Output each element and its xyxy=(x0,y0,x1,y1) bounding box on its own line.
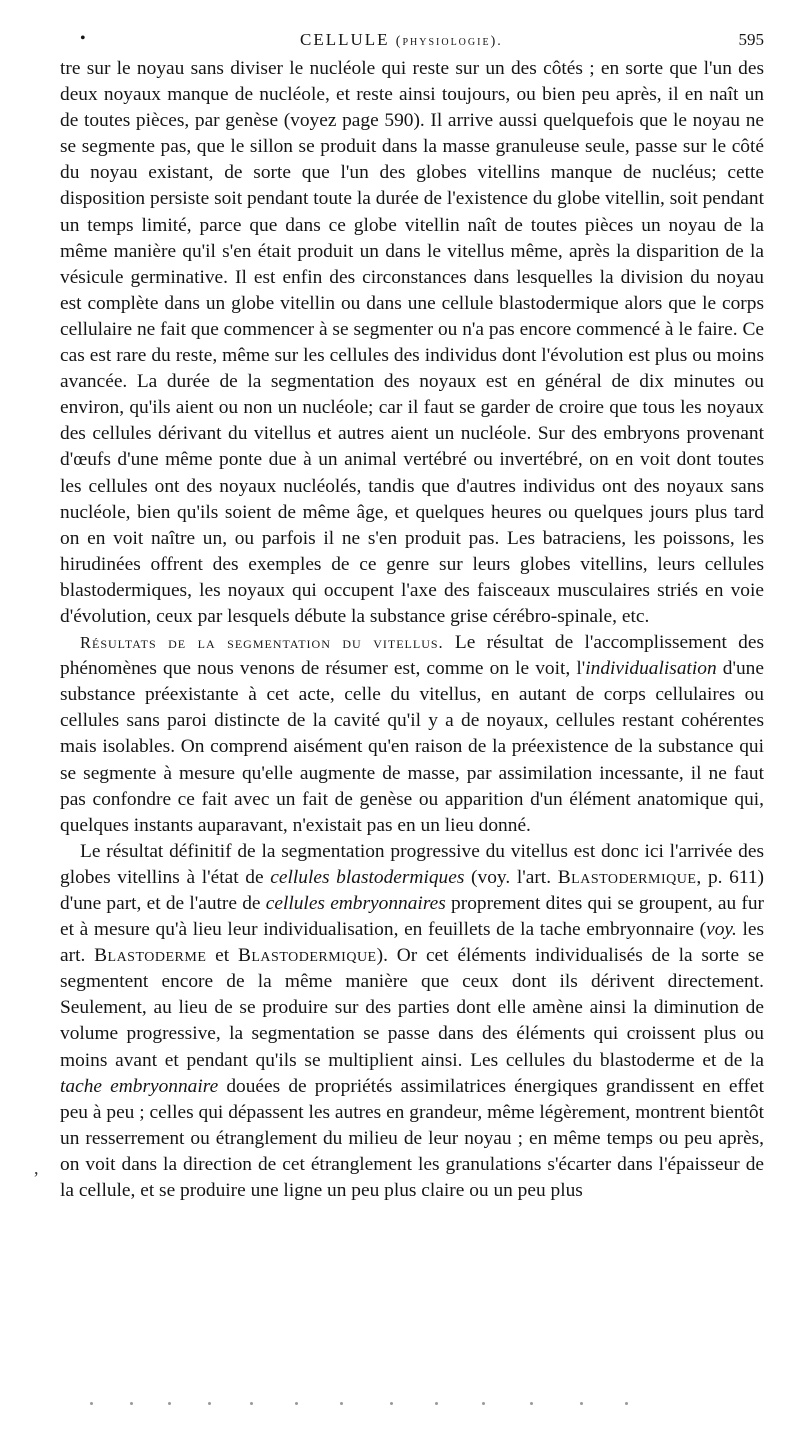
show-through-dot xyxy=(295,1402,298,1405)
show-through-dot xyxy=(390,1402,393,1405)
paragraph-3-cross-ref-2: Blastoderme xyxy=(94,945,207,967)
show-through-dot xyxy=(90,1402,93,1405)
section-heading: Résultats de la segmentation du vitellus. xyxy=(80,633,444,653)
paragraph-3-emphasis-2: cellules embryonnaires xyxy=(265,893,446,914)
paragraph-3-text-a: Le résultat définitif de la segmentation progressive du vitellus est donc ici l'arrivée des globes vitellins à l'état de xyxy=(60,840,764,888)
paragraph-1: tre sur le noyau sans diviser le nucléole qui reste sur un des côtés ; en sorte que l'un des deux noyaux manque de nucléole, et reste ainsi toujours, ou bien peu après, il en naît un de toutes pièces, par genèse (voyez page 590). Il arrive aussi quelquefois que le noyau ne se segmente pas, que le sillon se produit dans la masse granuleuse seule, passe sur le côté du noyau existant, de sorte que l'un des globes vitellins manque de nucléus; cette disposition persiste soit pendant toute la durée de l'existence du globe vitellin, soit pendant un temps limité, parce que dans ce globe vitellin naît de toutes pièces un noyau de la même manière qu'il s'en était produit un dans le vitellus même, après la disparition de la vésicule germinative. Il est enfin des circonstances dans lesquelles la division du noyau est complète dans un globe vitellin ou dans une cellule blastodermique alors que le corps cellulaire ne fait que commencer à se segmenter ou n'a pas encore commencé à le faire. Ce cas est rare du reste, même sur les cellules des individus dont l'évolution est plus ou moins avancée. La durée de la segmentation des noyaux est en général de dix minutes ou environ, qu'ils aient ou non un nucléole; car il faut se garder de croire que tous les noyaux des cellules dérivant du vitellus et autres aient un nucléole. Sur des embryons provenant d'œufs d'une même ponte due à un animal vertébré ou invertébré, on en voit dont toutes les cellules ont des noyaux nucléolés, tandis que d'autres individus ont des noyaux sans nucléole, bien qu'ils soient de même âge, et quelques heures ou quelques jours plus tard on en voit naître un, ou parfois il ne s'en produit pas. Les batraciens, les poissons, les hirudinées offrent des exemples de ce genre sur leurs globes vitellins, leurs cellules blastodermiques, les noyaux qui occupent l'axe des faisceaux musculaires striés en voie d'évolution, ceux par lesquels débute la substance grise cérébro-spinale, etc. xyxy=(60,58,764,627)
paragraph-3-cross-ref-3: Blastodermique xyxy=(237,945,377,967)
paragraph-3-cross-ref-1: Blastodermique xyxy=(557,866,697,888)
paragraph-3-text-e: les art. xyxy=(60,919,764,967)
running-head xyxy=(60,26,764,56)
header-title-main: CELLULE xyxy=(300,30,390,49)
show-through-dot xyxy=(435,1402,438,1405)
header-subtitle: (physiologie). xyxy=(395,34,503,49)
paragraph-3-emphasis-4: tache embryonnaire xyxy=(60,1075,219,1097)
page-number: 595 xyxy=(738,30,764,49)
paragraph-3-text-g: ). Or cet éléments individualisés de la sorte se segmentent encore de la même manière que ceux dont ils dérivent directement. Seulement, au lieu de se produire sur des parties dont elle amène ainsi la diminution de volume progressive, la segmentation se passe dans des éléments qui croissent plus ou moins avant et pendant qu'ils se multiplient ainsi. Les cellules du blastoderme et de la xyxy=(60,945,764,1071)
paragraph-3-emphasis-1: cellules blastodermiques xyxy=(270,866,465,888)
show-through-dot xyxy=(482,1402,485,1405)
header-title xyxy=(300,30,503,50)
show-through-dot xyxy=(530,1402,533,1405)
paragraph-3-text-f: et xyxy=(206,945,238,967)
paragraph-2-text-a: Le résultat de l'accomplissement des phénomènes que nous venons de résumer est, comme on le voit, l' xyxy=(60,632,764,680)
paragraph-3-text-c: , p. 611) d'une part, et de l'autre de xyxy=(60,866,764,914)
show-through-dots xyxy=(90,1402,650,1408)
show-through-dot xyxy=(340,1402,343,1405)
paragraph-2-text-b: d'une substance préexistante à cet acte, celle du vitellus, en autant de corps cellulaires ou cellules sans paroi distincte de la cavité qu'il y a de noyaux, cellules restant cohérentes mais isolables. On comprend aisément qu'en raison de la préexistence de la substance qui se segmente à mesure qu'elle augmente de masse, par assimilation incessante, il ne faut pas confondre ce fait avec un fait de genèse ou apparition d'un élément anatomique qui, quelques instants auparavant, n'existait pas en un lieu donné. xyxy=(60,658,764,836)
show-through-dot xyxy=(580,1402,583,1405)
paragraph-3-emphasis-3: voy. xyxy=(706,919,737,941)
paragraph-2-emphasis: individualisation xyxy=(585,658,717,680)
paragraph-2 xyxy=(60,630,764,839)
show-through-dot xyxy=(625,1402,628,1405)
show-through-dot xyxy=(168,1402,171,1405)
show-through-dot xyxy=(208,1402,211,1405)
body-text xyxy=(60,56,764,1204)
header-marker: • xyxy=(80,30,87,47)
paragraph-3 xyxy=(60,839,764,1204)
show-through-dot xyxy=(130,1402,133,1405)
paragraph-3-text-d: proprement dites qui se groupent, au fur et à mesure qu'à lieu leur individualisation, en feuillets de la tache embryonnaire ( xyxy=(60,893,764,941)
margin-mark: , xyxy=(34,1158,39,1178)
show-through-dot xyxy=(250,1402,253,1405)
document-page xyxy=(60,26,764,1204)
paragraph-3-text-b: (voy. l'art. xyxy=(464,866,558,888)
paragraph-3-text-h: douées de propriétés assimilatrices énergiques grandissent en effet peu à peu ; celles qui dépassent les autres en grandeur, même légèrement, montrent bientôt un resserrement ou étranglement du milieu de leur noyau ; en même temps ou peu après, on voit dans la direction de cet étranglement les granulations s'écarter dans l'épaisseur de la cellule, et se produire une ligne un peu plus claire ou un peu plus xyxy=(60,1075,764,1202)
